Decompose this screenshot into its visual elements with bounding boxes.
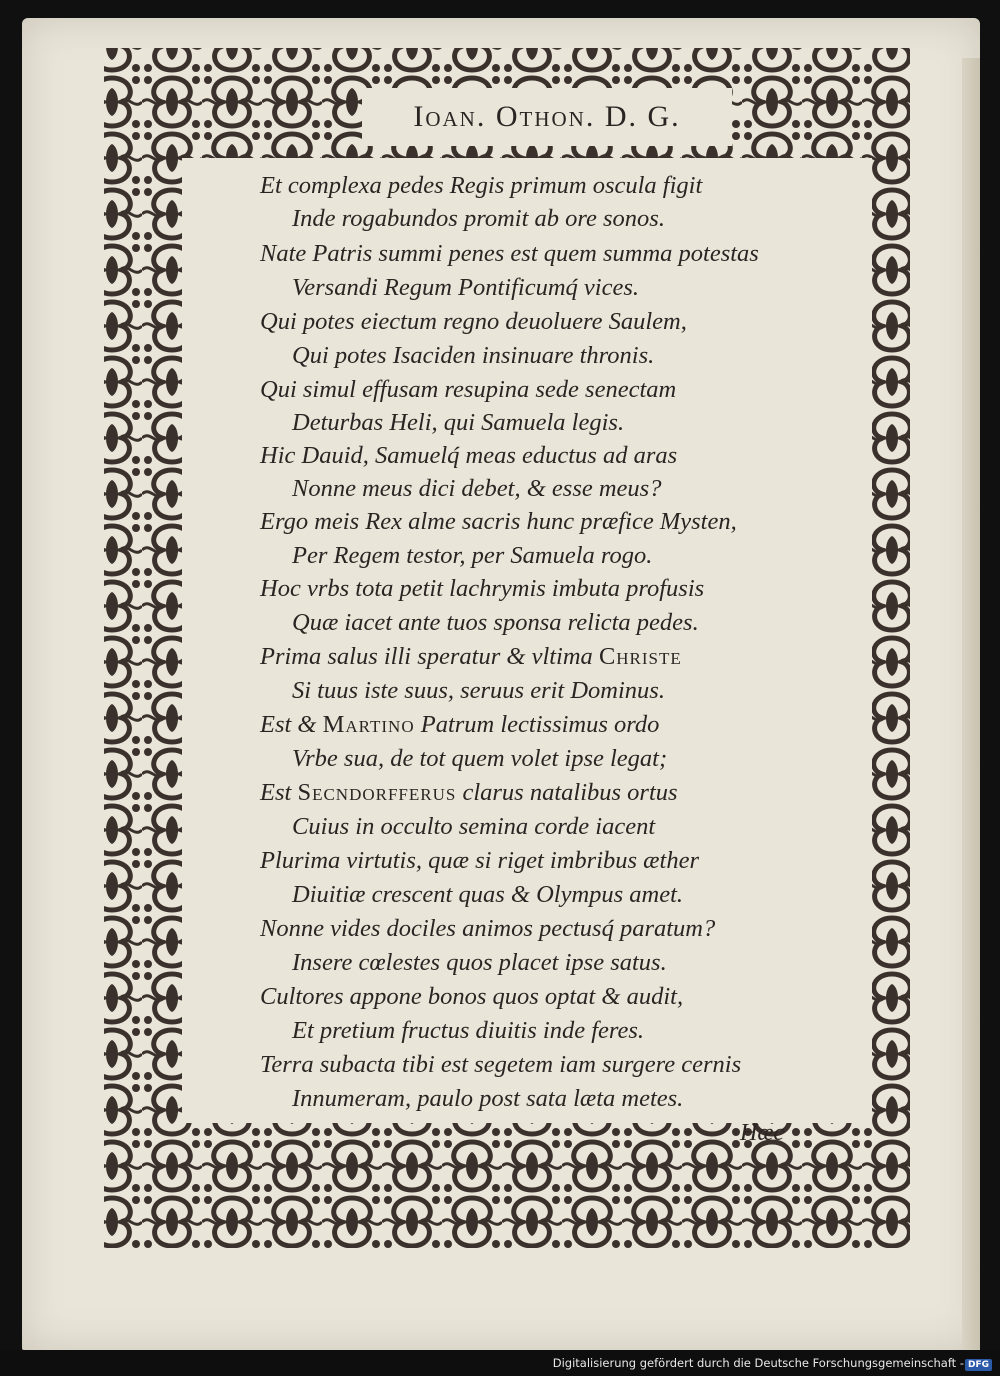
verse-line: Qui potes eiectum regno deuoluere Saulem, — [260, 308, 687, 335]
name-martino: Martino — [322, 711, 415, 738]
verse-text: Est — [260, 779, 292, 806]
name-secndorfferus: Secndorfferus — [297, 779, 457, 806]
catchword: Hæc — [740, 1120, 784, 1146]
text-panel — [182, 158, 872, 1123]
verse-text: Prima salus illi speratur & vltima — [260, 643, 593, 670]
verse-line: Per Regem testor, per Samuela rogo. — [292, 542, 653, 569]
verse-text: Patrum lectissimus ordo — [420, 711, 660, 738]
verse-line: Terra subacta tibi est segetem iam surgere cernis — [260, 1051, 742, 1078]
running-head: Ioan. Othon. D. G. — [413, 100, 681, 133]
verse-line: Plurima virtutis, quæ si riget imbribus æther — [260, 847, 699, 874]
footer-credit: Digitalisierung gefördert durch die Deutsche Forschungsgemeinschaft - — [552, 1356, 964, 1370]
verse-line — [260, 711, 659, 739]
verse-text: clarus natalibus ortus — [462, 779, 678, 806]
verse-text: Est & — [260, 711, 317, 738]
dfg-logo-icon[interactable]: DFG — [965, 1359, 992, 1371]
verse-line: Qui simul effusam resupina sede senectam — [260, 376, 677, 403]
verse-line — [260, 643, 682, 671]
verse-line: Et complexa pedes Regis primum oscula figit — [260, 172, 703, 199]
verse-line: Hic Dauid, Samuelq́ meas eductus ad aras — [260, 442, 678, 469]
verse-line: Insere cœlestes quos placet ipse satus. — [292, 949, 667, 976]
verse-line: Vrbe sua, de tot quem volet ipse legat; — [292, 745, 668, 772]
verse-line: Hoc vrbs tota petit lachrymis imbuta profusis — [260, 575, 705, 602]
verse-line: Nonne meus dici debet, & esse meus? — [292, 475, 662, 502]
verse-line: Inde rogabundos promit ab ore sonos. — [292, 205, 665, 232]
verse-line: Ergo meis Rex alme sacris hunc præfice Mysten, — [260, 508, 737, 535]
name-christe: Christe — [598, 643, 682, 670]
verse-line: Si tuus iste suus, seruus erit Dominus. — [292, 677, 665, 704]
verse-line: Nonne vides dociles animos pectusq́ paratum? — [260, 915, 716, 942]
verse-line: Quæ iacet ante tuos sponsa relicta pedes. — [292, 609, 699, 636]
verse-line: Qui potes Isaciden insinuare thronis. — [292, 342, 655, 369]
running-head-band — [362, 88, 732, 146]
verse-line: Cuius in occulto semina corde iacent — [292, 813, 656, 840]
verse-line — [260, 779, 678, 807]
verse-line: Versandi Regum Pontificumq́ vices. — [292, 274, 640, 301]
verse-line: Deturbas Heli, qui Samuela legis. — [292, 409, 625, 436]
verse-line: Nate Patris summi penes est quem summa potestas — [260, 240, 759, 267]
verse-line: Innumeram, paulo post sata læta metes. — [292, 1085, 684, 1112]
footer-bar — [0, 1350, 1000, 1376]
verse-line: Diuitiæ crescent quas & Olympus amet. — [292, 881, 684, 908]
verse-line: Et pretium fructus diuitis inde feres. — [292, 1017, 645, 1044]
verse-line: Cultores appone bonos quos optat & audit, — [260, 983, 684, 1010]
